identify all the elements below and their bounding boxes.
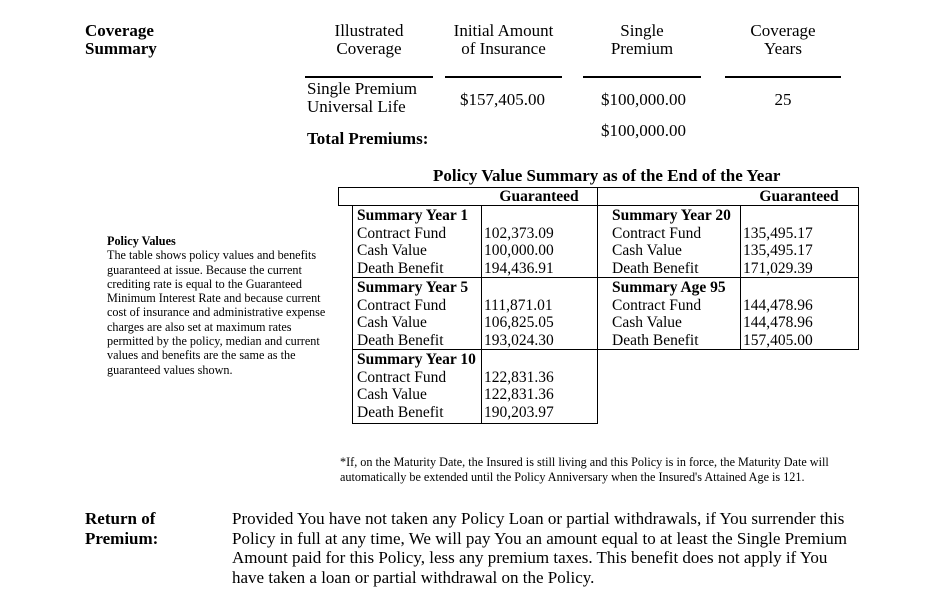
paragraph-line: Amount paid for this Policy, less any premium taxes. This benefit does not apply if You bbox=[232, 548, 828, 567]
block-heading: Summary Age 95 bbox=[612, 279, 726, 296]
column-header-line: of Insurance bbox=[461, 39, 546, 58]
summary-block-year-20 bbox=[597, 205, 859, 278]
note-line: cost of insurance and administrative expense bbox=[107, 305, 326, 320]
row-value: 135,495.17 bbox=[743, 242, 813, 259]
row-value: 193,024.30 bbox=[484, 331, 554, 349]
row-label: Contract Fund bbox=[357, 368, 447, 386]
row-label: Cash Value bbox=[357, 386, 427, 403]
column-header-line: Years bbox=[764, 39, 802, 58]
row-label: Cash Value bbox=[357, 314, 427, 331]
column-header-line: Initial Amount bbox=[453, 21, 554, 40]
row-label: Contract Fund bbox=[612, 224, 702, 242]
single-premium-cell: $100,000.00 bbox=[601, 90, 686, 109]
illustrated-coverage-cell bbox=[307, 80, 417, 116]
header-underline bbox=[445, 76, 562, 78]
cell-line: Single Premium bbox=[307, 79, 418, 98]
note-line: guaranteed values shown. bbox=[107, 362, 233, 377]
initial-amount-cell: $157,405.00 bbox=[460, 90, 545, 109]
policy-values-note bbox=[107, 234, 325, 377]
row-label: Death Benefit bbox=[612, 331, 699, 349]
column-header-initial-amount bbox=[445, 22, 562, 58]
row-label: Death Benefit bbox=[357, 259, 444, 277]
return-of-premium-text bbox=[232, 509, 847, 587]
column-header-coverage-years bbox=[725, 22, 841, 58]
column-header-line: Premium bbox=[610, 39, 674, 58]
row-label: Death Benefit bbox=[612, 259, 699, 277]
guaranteed-header-right: Guaranteed bbox=[759, 188, 839, 205]
row-value: 194,436.91 bbox=[484, 259, 554, 277]
row-value: 144,478.96 bbox=[743, 296, 813, 314]
heading-line: Summary bbox=[85, 39, 157, 58]
row-value: 122,831.36 bbox=[484, 386, 554, 403]
column-header-line: Single bbox=[620, 21, 664, 40]
note-line: The table shows policy values and benefits bbox=[107, 248, 317, 263]
note-line: values and benefits are the same as the bbox=[107, 348, 296, 363]
column-divider bbox=[597, 188, 598, 205]
policy-value-summary-title: Policy Value Summary as of the End of the Year bbox=[433, 166, 781, 185]
summary-block-year-1 bbox=[352, 205, 598, 278]
row-value: 100,000.00 bbox=[484, 242, 554, 259]
row-label: Contract Fund bbox=[612, 296, 702, 314]
row-label: Contract Fund bbox=[357, 296, 447, 314]
row-label: Contract Fund bbox=[357, 224, 447, 242]
paragraph-line: Provided You have not taken any Policy Loan or partial withdrawals, if You surrender this bbox=[232, 509, 845, 528]
paragraph-line: have taken a loan or partial withdrawal on the Policy. bbox=[232, 567, 595, 587]
row-value: 102,373.09 bbox=[484, 224, 554, 242]
header-underline bbox=[583, 76, 701, 78]
header-underline bbox=[305, 76, 433, 78]
note-line: charges are also set at maximum rates bbox=[107, 319, 292, 334]
row-value: 106,825.05 bbox=[484, 314, 554, 331]
label-line: Premium: bbox=[85, 528, 159, 548]
coverage-summary-heading bbox=[85, 22, 157, 58]
summary-block-year-10 bbox=[352, 349, 598, 424]
column-header-single-premium bbox=[583, 22, 701, 58]
coverage-years-cell: 25 bbox=[774, 90, 792, 109]
footnote-line: *If, on the Maturity Date, the Insured is still living and this Policy is in force, the Maturity Date will bbox=[340, 455, 829, 469]
block-heading: Summary Year 1 bbox=[357, 207, 469, 224]
maturity-footnote bbox=[340, 455, 829, 485]
row-value: 157,405.00 bbox=[743, 331, 813, 349]
row-value: 171,029.39 bbox=[743, 259, 813, 277]
row-value: 111,871.01 bbox=[484, 296, 553, 314]
block-heading: Summary Year 20 bbox=[612, 207, 731, 224]
column-header-line: Illustrated bbox=[334, 21, 404, 40]
block-heading: Summary Year 10 bbox=[357, 351, 476, 368]
note-line: crediting rate is equal to the Guaranteed bbox=[107, 276, 302, 291]
footnote-line: automatically be extended until the Policy Anniversary when the Insured's Attained Age is 121. bbox=[340, 470, 805, 484]
summary-block-age-95 bbox=[597, 277, 859, 350]
row-label: Death Benefit bbox=[357, 331, 444, 349]
column-header-line: Coverage bbox=[750, 21, 816, 40]
return-of-premium-label bbox=[85, 509, 158, 548]
note-line: Minimum Interest Rate and because current bbox=[107, 291, 321, 306]
total-premiums-value: $100,000.00 bbox=[601, 121, 686, 140]
row-value: 190,203.97 bbox=[484, 403, 554, 421]
row-label: Cash Value bbox=[612, 242, 682, 259]
note-heading: Policy Values bbox=[107, 234, 176, 248]
heading-line: Coverage bbox=[85, 21, 154, 40]
row-value: 122,831.36 bbox=[484, 368, 554, 386]
column-header-illustrated-coverage bbox=[305, 22, 433, 58]
cell-line: Universal Life bbox=[307, 97, 406, 116]
row-label: Cash Value bbox=[357, 242, 427, 259]
row-label: Cash Value bbox=[612, 314, 682, 331]
column-header-line: Coverage bbox=[336, 39, 402, 58]
row-label: Death Benefit bbox=[357, 403, 444, 421]
label-line: Return of bbox=[85, 509, 156, 528]
header-underline bbox=[725, 76, 841, 78]
guaranteed-header-left: Guaranteed bbox=[499, 188, 579, 205]
summary-block-year-5 bbox=[352, 277, 598, 350]
row-value: 135,495.17 bbox=[743, 224, 813, 242]
row-value: 144,478.96 bbox=[743, 314, 813, 331]
block-heading: Summary Year 5 bbox=[357, 279, 469, 296]
total-premiums-label: Total Premiums: bbox=[307, 129, 429, 148]
table-header-row bbox=[338, 187, 859, 206]
note-line: guaranteed at issue. Because the current bbox=[107, 262, 302, 277]
paragraph-line: Policy in full at any time, We will pay You an amount equal to at least the Single Premium bbox=[232, 528, 847, 548]
note-line: permitted by the policy, median and current bbox=[107, 334, 320, 349]
